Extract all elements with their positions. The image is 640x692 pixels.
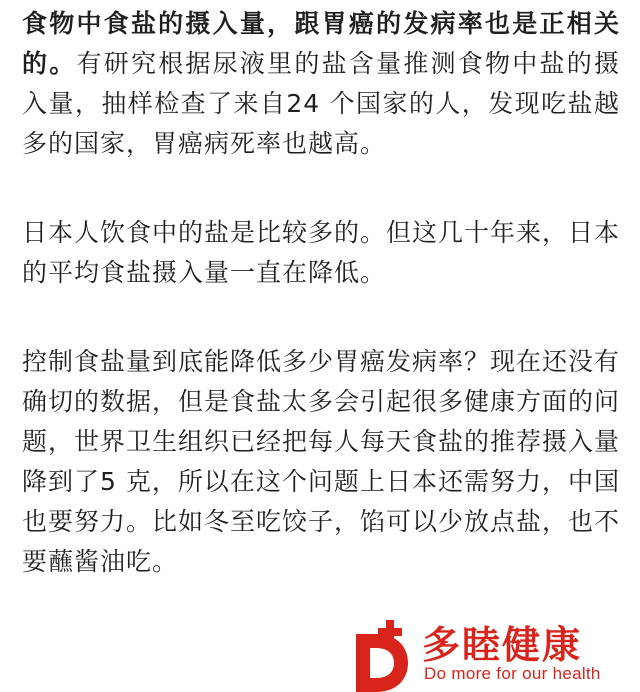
brand-watermark <box>352 612 640 692</box>
paragraph-japan-salt: 日本人饮食中的盐是比较多的。但这几十年来，日本的平均食盐摄入量一直在降低。 <box>22 218 621 287</box>
paragraph-lead-bold: 食物中食盐的摄入量，跟胃癌的发病率也是正相关的。 <box>22 9 620 78</box>
paragraph-salt-cancer <box>22 4 620 164</box>
paragraph-salt-control: 控制食盐量到底能降低多少胃癌发病率？现在还没有确切的数据，但是食盐太多会引起很多健康方面的问题，世界卫生组织已经把每人每天食盐的推荐摄入量降到了5 克，所以在这个问题上日本还需努力，中国也要努力。比如冬至吃饺子，馅可以少放点盐，也不要蘸酱油吃。 <box>22 347 621 576</box>
paragraph-text: 有研究根据尿液里的盐含量推测食物中盐的摄入量，抽样检查了来自24 个国家的人，发现吃盐越多的国家，胃癌病死率也越高。 <box>22 49 620 158</box>
brand-logo-icon <box>352 620 412 692</box>
brand-slogan: Do more for our health <box>424 664 601 683</box>
brand-name-cn: 多睦健康 <box>422 623 583 667</box>
article-body <box>22 4 620 631</box>
